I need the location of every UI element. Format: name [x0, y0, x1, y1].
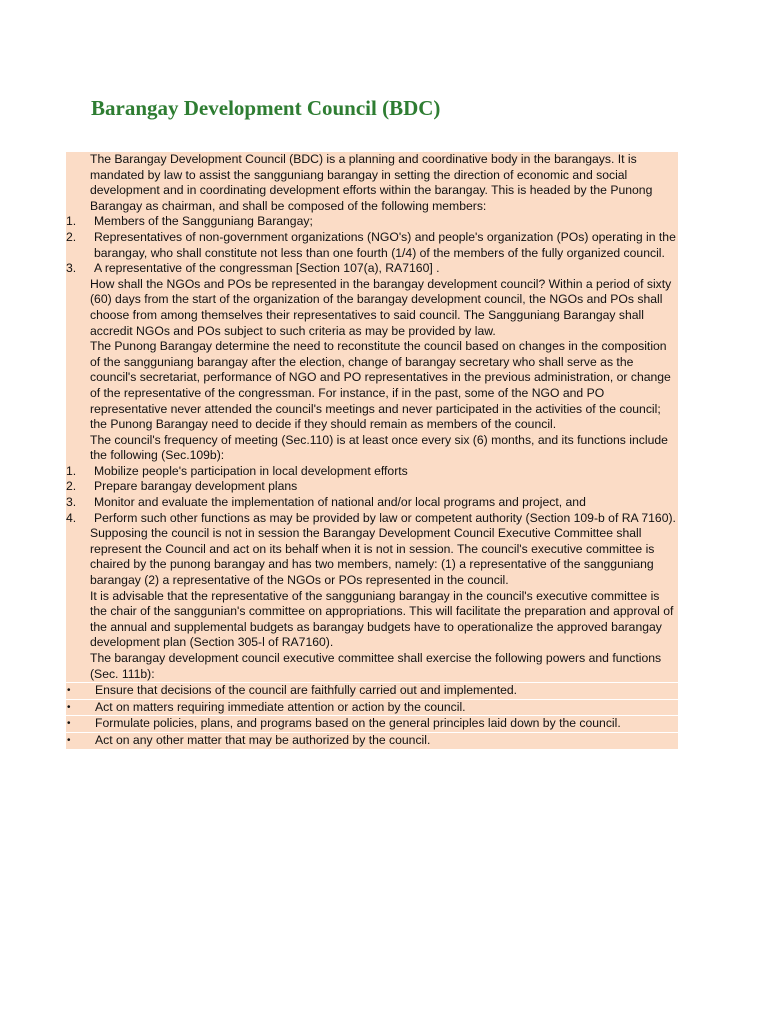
list-item-text: Mobilize people's participation in local development efforts — [94, 463, 408, 478]
page-title: Barangay Development Council (BDC) — [91, 96, 441, 120]
bullet-item-text: Act on matters requiring immediate attention or action by the council. — [95, 699, 466, 714]
list-item-text: Monitor and evaluate the implementation of national and/or local programs and project, and — [94, 495, 586, 510]
list-marker: 1. — [66, 463, 77, 478]
list-item — [66, 464, 678, 480]
bullet-item — [66, 683, 678, 699]
bullet-marker: • — [67, 685, 71, 697]
powers-intro-paragraph: The barangay development council executive committee shall exercise the following powers and functions (Sec. 111b): — [66, 651, 678, 682]
list-item — [66, 230, 678, 261]
list-marker: 3. — [66, 495, 77, 510]
list-item-text: Members of the Sangguniang Barangay; — [94, 214, 313, 229]
bullet-item-text: Ensure that decisions of the council are faithfully carried out and implemented. — [95, 683, 518, 698]
list-marker: 1. — [66, 214, 77, 229]
list-item-text: Perform such other functions as may be provided by law or competent authority (Section 109-b of RA 7160). — [94, 510, 676, 525]
bullet-marker: • — [67, 718, 71, 730]
document-body — [66, 152, 678, 749]
bullet-item-text: Act on any other matter that may be authorized by the council. — [95, 732, 431, 747]
list-item — [66, 479, 678, 495]
bullet-item — [66, 716, 678, 732]
intro-paragraph: The Barangay Development Council (BDC) is a planning and coordinative body in the barangays. It is mandated by law to assist the sangguniang barangay in setting the direction of economic and social development and in coordinating development efforts within the barangay. This is headed by the Punong Barangay as chairman, and shall be composed of the following members: — [66, 152, 678, 214]
bullet-marker: • — [67, 734, 71, 746]
list-item — [66, 214, 678, 230]
list-item-text: Representatives of non-government organizations (NGO's) and people's organization (POs) operating in the barangay, who shall constitute not less than one fourth (1/4) of the members of the fully organized council. — [94, 229, 676, 260]
bullet-item-text: Formulate policies, plans, and programs based on the general principles laid down by the council. — [95, 716, 621, 731]
ngo-representation-paragraph: How shall the NGOs and POs be represented in the barangay development council? Within a period of sixty (60) days from the start of the organization of the barangay development council, the NGOs and POs shall choose from among themselves their representatives to said council. The Sangguniang Barangay shall accredit NGOs and POs subject to such criteria as may be provided by law. — [66, 277, 678, 339]
list-marker: 2. — [66, 229, 77, 244]
reconstitute-paragraph: The Punong Barangay determine the need to reconstitute the council based on changes in the composition of the sangguniang barangay after the election, change of barangay secretary who shall serve as the council's secretariat, performance of NGO and PO representatives in the previous administration, or change of the representative of the congressman. For instance, if in the past, some of the NGO and PO representative never attended the council's meetings and never participated in the activities of the council; the Punong Barangay need to decide if they should remain as members of the council. — [66, 339, 678, 433]
bullet-item — [66, 700, 678, 716]
list-item-text: Prepare barangay development plans — [94, 479, 298, 494]
list-marker: 4. — [66, 510, 77, 525]
list-item — [66, 495, 678, 511]
bullet-item — [66, 733, 678, 749]
executive-committee-paragraph: Supposing the council is not in session the Barangay Development Council Executive Committee shall represent the Council and act on its behalf when it is not in session. The council's executive committee is chaired by the punong barangay and has two members, namely: (1) a representative of the sangguniang barangay (2) a representative of the NGOs or POs represented in the council. — [66, 526, 678, 588]
meeting-frequency-paragraph: The council's frequency of meeting (Sec.110) is at least once every six (6) months, and its functions include the following (Sec.109b): — [66, 433, 678, 464]
bullet-marker: • — [67, 701, 71, 713]
list-item — [66, 261, 678, 277]
list-item — [66, 511, 678, 527]
list-marker: 2. — [66, 479, 77, 494]
advisable-paragraph: It is advisable that the representative of the sangguniang barangay in the council's executive committee is the chair of the sanggunian's committee on appropriations. This will facilitate the preparation and approval of the annual and supplemental budgets as barangay budgets have to operationalize the approved barangay development plan (Section 305-l of RA7160). — [66, 589, 678, 651]
list-marker: 3. — [66, 261, 77, 276]
list-item-text: A representative of the congressman [Section 107(a), RA7160] . — [94, 261, 440, 276]
